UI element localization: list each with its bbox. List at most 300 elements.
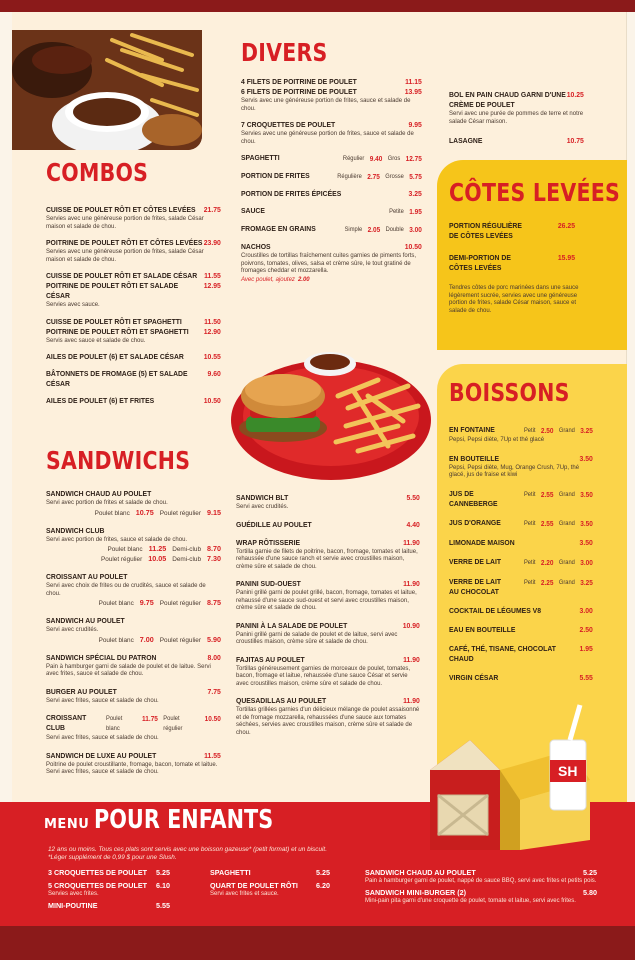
kids-item-price: 5.25: [316, 868, 330, 877]
drink-item-opt2: Grand: [558, 427, 575, 434]
sandwich-item: [46, 526, 221, 565]
divers-title: DIVERS: [241, 38, 328, 67]
kids-item-price: 5.80: [583, 888, 597, 897]
divers-right-item-price: 10.25: [566, 90, 584, 99]
sandwich-opt: Poulet régulier: [159, 636, 201, 644]
combo-item: [46, 205, 221, 231]
sandwich-item-row: [236, 538, 420, 548]
drink-item-options: [449, 577, 593, 597]
combo-item-name: CUISSE DE POULET RÔTI ET SPAGHETTI: [46, 316, 182, 326]
drink-item-opt2: Grand: [558, 578, 575, 586]
kids-item-row: [48, 901, 170, 911]
divers-item-name: 7 CROQUETTES DE POULET: [241, 120, 336, 129]
sandwich-opts-line: [46, 508, 221, 518]
divers-item-name: SAUCE: [241, 206, 265, 215]
sandwich-item-name: CROISSANT AU POULET: [46, 572, 128, 581]
sandwich-item-name: PANINI À LA SALADE DE POULET: [236, 620, 348, 630]
drink-item-name: VERRE DE LAIT AU CHOCOLAT: [449, 576, 502, 596]
sandwich-item-price: 10.90: [402, 620, 420, 630]
combo-item-name: POITRINE DE POULET RÔTI ET CÔTES LEVÉES: [46, 238, 203, 247]
top-band: [0, 0, 635, 12]
cotes-item-price: 15.95: [557, 253, 575, 262]
drink-item-name: EN FONTAINE: [449, 425, 495, 434]
divers-item-name: 6 FILETS DE POITRINE DE POULET: [241, 87, 357, 96]
sandwich-item-row: [236, 621, 420, 631]
divers-item: [241, 153, 422, 164]
combo-item: [46, 396, 221, 406]
combo-item-price: 21.75: [203, 205, 221, 214]
kids-item-desc: Servi avec frites et sauce.: [210, 891, 279, 897]
sandwich-item-row: [236, 520, 420, 530]
kids-item: [48, 868, 170, 878]
drink-item-price: 3.50: [579, 453, 593, 463]
sandwich-item-row: [236, 493, 420, 503]
divers-item-price: 3.25: [408, 189, 422, 198]
combos-title: COMBOS: [46, 158, 149, 187]
sandwich-item-name: SANDWICH SPÉCIAL DU PATRON: [46, 652, 157, 662]
drink-item-opt2-price: 3.00: [580, 557, 593, 567]
sandwich-opt: Poulet blanc: [94, 509, 130, 517]
divers-extra-label: Avec poulet, ajoutez: [241, 276, 295, 283]
combo-item: [46, 317, 221, 346]
kids-item-name: 3 CROQUETTES DE POULET: [48, 868, 148, 877]
sandwich-item: [46, 489, 221, 518]
cotes-item-row: [449, 253, 575, 273]
divers-item-opt1: Simple: [344, 226, 363, 233]
sandwich-item-price: 11.90: [403, 579, 420, 588]
boissons-title: BOISSONS: [449, 378, 570, 407]
divers-right-item: [449, 136, 584, 146]
divers-item-name: SPAGHETTI: [241, 153, 280, 162]
divers-right-item-name: LASAGNE: [449, 136, 483, 145]
sandwich-opt: Poulet régulier: [163, 715, 183, 732]
drink-item-row: [449, 606, 593, 616]
kids-item-row: [365, 868, 597, 878]
combo-item-name: CUISSE DE POULET RÔTI ET SALADE CÉSAR: [46, 271, 198, 280]
drink-item-opt1-price: 2.55: [540, 518, 554, 528]
sandwich-opt-price: 10.50: [204, 714, 221, 723]
sandwich-item-name: SANDWICH DE LUXE AU POULET: [46, 750, 157, 760]
sandwich-item: [46, 713, 221, 743]
divers-item-row: [241, 120, 422, 130]
drink-item-desc: Pepsi, Pepsi diète, 7Up et thé glacé: [449, 437, 545, 443]
drink-item-options: [449, 425, 593, 436]
kids-note-line1: 12 ans ou moins. Tous ces plats sont servis avec une boisson gazeuse* (petit format) et un biscuit.: [48, 846, 327, 853]
combo-item-price: 11.55: [204, 271, 221, 280]
drink-item-price: 3.50: [579, 537, 593, 547]
sandwich-item-price: 7.75: [207, 686, 221, 696]
divers-item: [241, 189, 422, 199]
sandwich-item: [46, 687, 221, 706]
divers-list: [241, 77, 422, 284]
boissons-section: [449, 378, 593, 692]
sandwich-item: [46, 616, 221, 645]
sandwich-item-price: 8.00: [207, 652, 221, 662]
sandwich-opt: Poulet régulier: [159, 600, 201, 607]
divers-item-options: [241, 224, 422, 235]
divers-item-opt2-price: 12.75: [405, 154, 422, 163]
sandwich-opt-price: 10.05: [148, 554, 167, 563]
kids-item-name: MINI-POUTINE: [48, 901, 98, 910]
combo-item-price: 10.55: [203, 352, 221, 361]
sandwich-item-price: 5.50: [406, 493, 420, 502]
divers-item-prices: [343, 154, 422, 164]
sandwich-item-row: [236, 579, 420, 589]
cup-text: SH: [558, 763, 578, 779]
drink-item-opt1: Petit: [523, 519, 536, 527]
kids-item-price: 6.10: [156, 881, 170, 890]
divers-right-item-name: BOL EN PAIN CHAUD GARNI D'UNE CRÈME DE POULET: [449, 90, 566, 109]
sandwichs-section: [46, 446, 221, 785]
cotes-item: [449, 221, 589, 241]
kids-note: [48, 846, 327, 861]
divers-item-price: 9.95: [408, 120, 422, 129]
sandwich-item-desc: Tortilla garnie de filets de poitrine, bacon, fromage, tomates et laitue, rehaussée d'une sauce ranch et servie avec croustilles maison, crème sûre et salade de chou.: [236, 548, 418, 570]
divers-item-opt1: Régulière: [337, 173, 362, 180]
drink-item-row: [449, 625, 593, 635]
combos-list: [46, 205, 221, 406]
kids-col-3: [365, 868, 597, 905]
divers-item: [241, 242, 422, 284]
drink-item-opt1: Petit: [523, 427, 536, 434]
drink-item: [449, 538, 593, 548]
drink-item-name: JUS D'ORANGE: [449, 517, 501, 527]
divers-item-row: [241, 77, 422, 87]
kids-item: [48, 881, 170, 898]
divers-item-opt1: Petite: [389, 208, 404, 215]
sandwich-item-name: GUÉDILLE AU POULET: [236, 519, 312, 529]
sandwich-item-price: 11.55: [204, 750, 221, 760]
sandwich-item: [46, 572, 221, 608]
divers-section: [241, 38, 422, 291]
kids-item-name: QUART DE POULET RÔTI: [210, 881, 298, 890]
sandwich-item-price: 11.90: [403, 537, 420, 547]
sandwich-item: [236, 655, 420, 689]
drink-item-options: [449, 518, 593, 529]
drink-item-row: [449, 454, 593, 464]
kids-item: [365, 888, 597, 905]
kids-menu-heading: POUR ENFANTS: [93, 805, 273, 835]
drink-item: [449, 489, 593, 509]
sandwich-item-row: [236, 655, 420, 665]
sandwich-item: [236, 538, 420, 572]
drink-item-name: VIRGIN CÉSAR: [449, 672, 499, 682]
sandwich-item-desc: Panini grillé garni de salade de poulet et de laitue, servi avec croustilles maison, crème sûre et salade de chou.: [236, 631, 398, 645]
cotes-title: CÔTES LEVÉES: [449, 178, 621, 207]
sandwich-opt: Poulet régulier: [159, 509, 201, 517]
sandwich-item-row: [46, 653, 221, 663]
drink-item-name: EN BOUTEILLE: [449, 453, 500, 463]
kids-item: [365, 868, 597, 885]
combo-item-name: AILES DE POULET (6) ET FRITES: [46, 396, 155, 405]
sandwich-item-price: 11.90: [403, 654, 420, 664]
sandwich-item: [236, 696, 420, 737]
combo-item-alt-row: [46, 327, 221, 337]
kids-item-name: SPAGHETTI: [210, 868, 251, 877]
drink-item-price: 2.50: [579, 624, 593, 634]
sandwich-item-desc: Servi avec portion de frites, sauce et salade de chou.: [46, 536, 188, 543]
kids-item-row: [210, 868, 330, 878]
drink-item: [449, 577, 593, 597]
sandwich-item-row: [236, 696, 420, 706]
kids-item-desc: Servies avec frites.: [48, 891, 99, 897]
divers-item-opt2-price: 5.75: [409, 172, 422, 181]
drink-item-opt2-price: 3.50: [580, 518, 593, 528]
drink-item: [449, 673, 593, 683]
cotes-item: [449, 253, 589, 273]
divers-item-prices: [345, 225, 422, 235]
drink-item-prices: [524, 578, 593, 588]
combo-item: [46, 238, 221, 264]
sandwich-item-desc: Poitrine de poulet croustillante, fromage, bacon, tomate et laitue. Servi avec frites, sauce et salade de chou.: [46, 761, 218, 775]
combo-item-alt-price: 12.90: [203, 326, 221, 336]
combo-item-row: [46, 317, 221, 327]
divers-item-opt1: Régulier: [342, 155, 365, 162]
kids-item-price: 5.55: [156, 901, 170, 910]
divers-item-options: [241, 206, 422, 217]
sandwich-item-prices: [106, 714, 221, 734]
combo-item-desc: Servies avec sauce.: [46, 302, 100, 308]
combo-item-name: CUISSE DE POULET RÔTI ET CÔTES LEVÉES: [46, 205, 196, 214]
combo-item-row: [46, 205, 221, 215]
divers-item: [241, 120, 422, 146]
combo-item-row: [46, 238, 221, 248]
sandwich-item-name: SANDWICH CLUB: [46, 525, 105, 535]
combo-item-alt-row: [46, 281, 221, 301]
divers-item-opt2: Gros: [387, 155, 401, 162]
kids-item: [210, 881, 330, 898]
drink-item-name: EAU EN BOUTEILLE: [449, 624, 516, 634]
drink-item-row: [449, 673, 593, 683]
sandwich-item-desc: Servi avec crudités.: [236, 504, 289, 510]
sandwich-item-name: FAJITAS AU POULET: [236, 654, 305, 664]
sandwich-item-row: [46, 616, 221, 626]
drink-item-name: LIMONADE MAISON: [449, 537, 515, 547]
sandwich-item-desc: Servi avec frites, sauce et salade de chou.: [46, 735, 159, 741]
drink-item: [449, 625, 593, 635]
bottom-band: [0, 926, 635, 960]
kids-note-line2: *Léger supplément de 0,99 $ pour une Slush.: [48, 853, 177, 861]
drink-item-opt2: Grand: [558, 519, 575, 527]
combo-item-price: 10.50: [203, 396, 221, 405]
kids-item-name: SANDWICH MINI-BURGER (2): [365, 888, 467, 897]
sandwich-opt: Poulet blanc: [107, 546, 143, 553]
kids-item: [48, 901, 170, 911]
sandwich-item-name: WRAP RÔTISSERIE: [236, 537, 301, 547]
sandwich-item-desc: Servi avec portion de frites et salade de chou.: [46, 500, 168, 506]
divers-item-prices: [389, 207, 422, 217]
combo-item-price: 23.90: [203, 238, 221, 247]
drink-item-opt2-price: 3.50: [580, 489, 593, 499]
sandwich-item-row: [46, 489, 221, 499]
sandwich-opt-price: 9.15: [207, 507, 221, 517]
drink-item-prices: [524, 490, 593, 500]
combo-item-row: [46, 352, 221, 362]
divers-item-price: 13.95: [404, 87, 422, 96]
divers-item-price: 10.50: [404, 242, 422, 251]
drink-item: [449, 425, 593, 445]
sandwich-item-name: CROISSANT CLUB: [46, 713, 87, 732]
divers-item-row: [241, 189, 422, 199]
sandwich-opts-line: [46, 598, 221, 608]
kids-item-price: 5.25: [156, 868, 170, 877]
divers-extra-price: 2.00: [297, 276, 310, 283]
divers-extra: [241, 277, 422, 285]
divers-right: [449, 90, 584, 156]
combo-item: [46, 369, 221, 389]
burger-plate-photo: [228, 346, 434, 484]
sandwich-item-name: SANDWICH BLT: [236, 493, 289, 502]
divers-item-name: FROMAGE EN GRAINS: [241, 224, 316, 233]
divers-right-item-row: [449, 136, 584, 146]
sandwich-item: [236, 493, 420, 512]
sandwich-item-row: [46, 526, 221, 536]
drink-item-price: 3.00: [579, 605, 593, 615]
sandwich-opt: Poulet blanc: [98, 636, 134, 644]
divers-right-desc: Servi avec une purée de pommes de terre et notre salade César maison.: [449, 111, 584, 125]
drink-item-prices: [524, 519, 593, 529]
kids-item-desc: Pain à hamburger garni de poulet, nappé de sauce BBQ, servi avec frites et petits pois.: [365, 878, 597, 884]
drink-item-opt1: Petit: [523, 490, 536, 498]
divers-item-desc: Croustilles de tortillas fraîchement cuites garnies de piments forts, poivrons, tomates, olives, salsa et crème sûre, le tout gratiné de fromages cheddar et mozzarella.: [241, 253, 417, 274]
divers-item-name: PORTION DE FRITES ÉPICÉES: [241, 189, 342, 198]
sandwich-item-row: [46, 751, 221, 761]
divers-item-opt1-price: 2.75: [367, 172, 380, 181]
drink-item-prices: [524, 558, 593, 568]
sandwich-opt: Demi-club: [172, 546, 201, 553]
kids-item-row: [48, 881, 170, 891]
sandwich-item-name: QUESADILLAS AU POULET: [236, 696, 327, 705]
kids-item-row: [210, 881, 330, 891]
sandwich-item: [46, 751, 221, 777]
sandwich-item-desc: Panini grillé garni de poulet grillé, bacon, fromage, tomates et laitue, rehaussé d'une sauce sud-ouest et servi avec croustilles maison, crème sûre et salade de chou.: [236, 590, 417, 611]
combo-item-name: BÂTONNETS DE FROMAGE (5) ET SALADE CÉSAR: [46, 369, 188, 388]
sandwich-item-name: SANDWICH CHAUD AU POULET: [46, 489, 152, 498]
kids-item-name: 5 CROQUETTES DE POULET: [48, 881, 148, 890]
drink-item-opt2: Grand: [558, 490, 575, 498]
sandwich-item-desc: Servi avec choix de frites ou de crudités, sauce et salade de chou.: [46, 583, 206, 597]
sandwich-item-desc: Servi avec frites, sauce et salade de chou.: [46, 697, 159, 704]
combo-item-desc: Servies avec une généreuse portion de frites, salade César maison et salade de chou.: [46, 216, 204, 230]
divers-item-opt2: Double: [385, 226, 404, 233]
sandwich-opt-price: 8.70: [207, 544, 221, 553]
kids-item-desc: Mini-pain pita garni d'une croquette de poulet, tomate et laitue, servi avec frites.: [365, 898, 576, 904]
drink-item-opt1-price: 2.20: [540, 557, 554, 567]
sandwich-opts-line: [46, 635, 221, 645]
sandwich-item-name: SANDWICH AU POULET: [46, 616, 125, 625]
drink-item-price: 1.95: [579, 643, 593, 653]
drink-item-row: [449, 644, 593, 664]
divers-item: [241, 206, 422, 217]
divers-item-opt1-price: 1.95: [409, 207, 422, 216]
sandwich-item-price: 4.40: [406, 519, 420, 529]
drink-item-name: VERRE DE LAIT: [449, 556, 502, 566]
divers-item: [241, 77, 422, 87]
kids-item-price: 6.20: [316, 881, 330, 890]
combo-item-row: [46, 271, 221, 281]
drink-item-opt2-price: 3.25: [580, 426, 593, 435]
sandwich-item-row: [46, 572, 221, 582]
kids-item-row: [365, 888, 597, 898]
sandwich-item-desc: Tortillas grillées garnies d'un délicieux mélange de poulet assaisonné et de fromage mozzarella, rehaussées d'une sauce aux tomates séchées, servies avec croustilles maison, crème sûre et salade de chou.: [236, 707, 420, 736]
sandwich-item-row: [46, 687, 221, 697]
sandwich-item-price: 11.90: [403, 696, 420, 705]
sandwich-opts-line: [46, 544, 221, 554]
kids-col-2: [210, 868, 330, 898]
combo-item-desc: Servis avec sauce et salade de chou.: [46, 337, 146, 344]
sandwich-item-name: PANINI SUD-OUEST: [236, 579, 301, 588]
sandwichs-title: SANDWICHS: [46, 446, 191, 475]
sandwich-item: [46, 653, 221, 679]
sandwich-opt-price: 10.75: [135, 507, 154, 517]
drink-item-opt1-price: 2.55: [540, 489, 554, 499]
sandwich-opt-price: 11.75: [142, 714, 158, 723]
drink-item-name: CAFÉ, THÉ, TISANE, CHOCOLAT CHAUD: [449, 643, 556, 663]
sandwich-opt: Poulet blanc: [98, 600, 134, 607]
divers-item: [241, 224, 422, 235]
kids-col-1: [48, 868, 170, 911]
drink-item-opt2-price: 3.25: [580, 577, 593, 587]
drink-item-opt1-price: 2.25: [540, 577, 554, 587]
drink-item-opt1-price: 2.50: [540, 426, 554, 435]
combo-item-price: 9.60: [207, 369, 221, 378]
cotes-item-price: 26.25: [557, 221, 575, 230]
sandwich-opt: Poulet régulier: [101, 556, 143, 563]
ribs-photo: [12, 30, 202, 150]
drink-item: [449, 518, 593, 529]
drink-item-opt2: Grand: [558, 558, 575, 566]
divers-item-opt2-price: 3.00: [409, 225, 422, 234]
sandwich-item-desc: Servi avec crudités.: [46, 627, 99, 633]
sandwich-item: [236, 579, 420, 613]
kids-item-name: SANDWICH CHAUD AU POULET: [365, 868, 476, 877]
drink-item-opt1: Petit: [523, 558, 536, 566]
cotes-item-name: PORTION RÉGULIÈRE DE CÔTES LEVÉES: [449, 221, 522, 240]
divers-right-item-price: 10.75: [566, 136, 584, 145]
divers-item-options: [241, 153, 422, 164]
combo-item: [46, 352, 221, 362]
divers-item-desc: Servis avec une généreuse portion de frites, sauce et salade de chou.: [241, 98, 411, 112]
drink-item-name: JUS DE CANNEBERGE: [449, 488, 498, 508]
kids-item-row: [48, 868, 170, 878]
sandwich-opt-price: 5.90: [207, 634, 221, 644]
divers-right-item-row: [449, 90, 584, 110]
divers-item-opt1-price: 9.40: [369, 154, 383, 163]
sandwich-opt-price: 9.75: [139, 598, 154, 607]
drink-item: [449, 557, 593, 568]
sandwichs-right: [236, 493, 420, 745]
kids-menu-label: MENU: [44, 817, 90, 832]
drink-item-options: [449, 557, 593, 568]
drink-item-price: 5.55: [579, 672, 593, 682]
cotes-section: [449, 178, 621, 315]
divers-right-item: [449, 90, 584, 126]
drink-item-prices: [524, 426, 593, 436]
cotes-item-name: DEMI-PORTION DE CÔTES LEVÉES: [449, 253, 511, 272]
sandwich-item-desc: Pain à hamburger garni de salade de poulet et de laitue. Servi avec frites, sauce et salade de chou.: [46, 663, 211, 677]
divers-item-price: 11.15: [405, 77, 422, 86]
divers-item-prices: [337, 172, 422, 182]
kids-item-price: 5.25: [583, 868, 597, 877]
drink-item: [449, 606, 593, 616]
sandwich-item-name: BURGER AU POULET: [46, 686, 117, 696]
combo-item-alt-name: POITRINE DE POULET RÔTI ET SPAGHETTI: [46, 326, 189, 336]
combo-item-name: AILES DE POULET (6) ET SALADE CÉSAR: [46, 352, 184, 361]
kids-meal-box-illustration: [420, 700, 630, 850]
sandwich-item: [236, 621, 420, 647]
divers-item: [241, 87, 422, 113]
drink-item-desc: Pepsi, Pepsi diète, Mug, Orange Crush, 7Up, thé glacé, jus de fraise et kiwi: [449, 464, 580, 478]
